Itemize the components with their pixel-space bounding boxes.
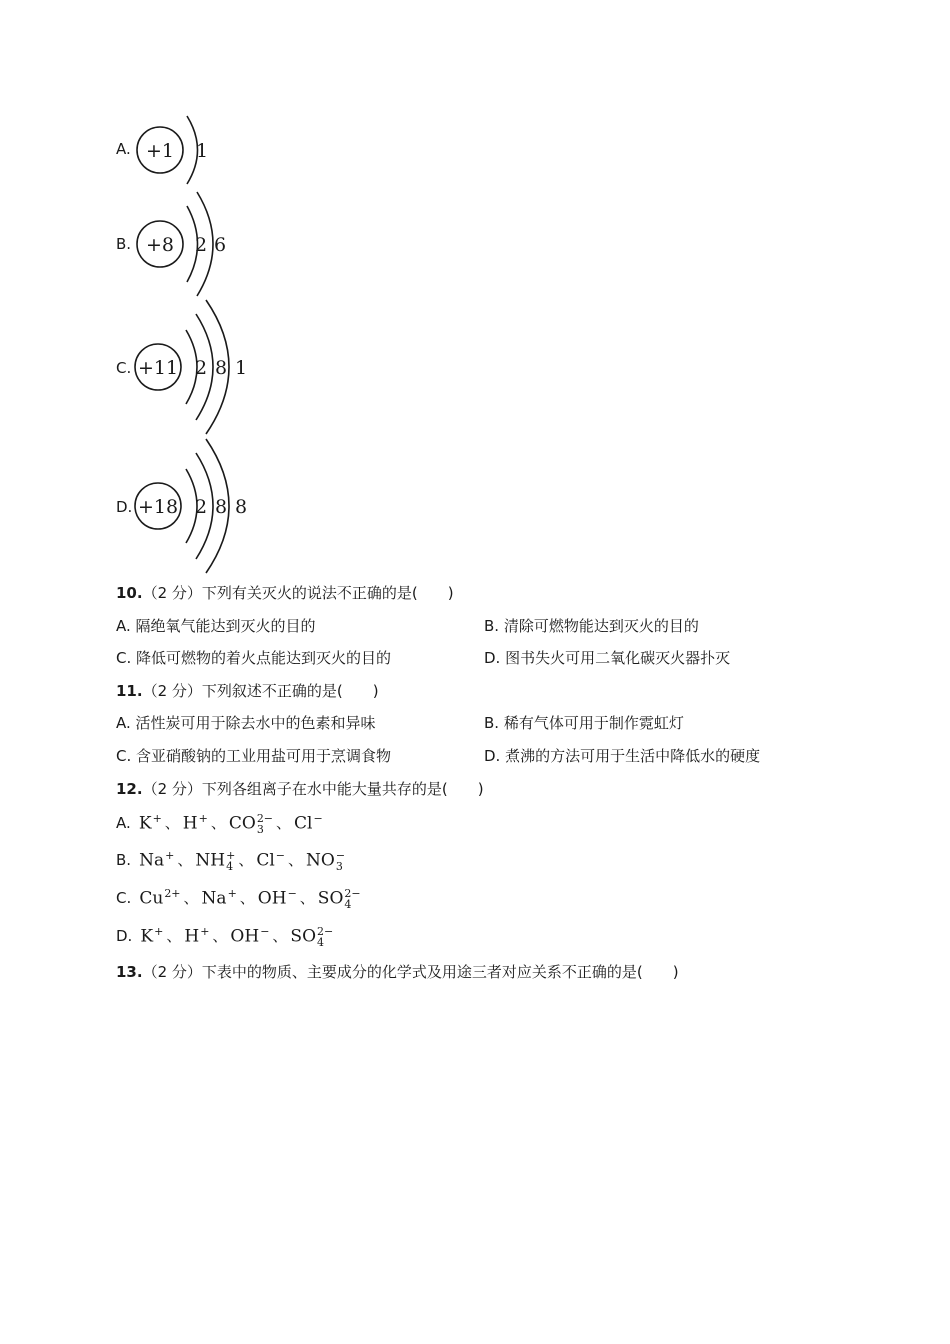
shell-electrons: 1: [234, 357, 248, 379]
ion-separator: 、: [239, 889, 255, 907]
question-number: 12.: [116, 780, 143, 798]
shell-electrons: 8: [214, 357, 228, 379]
shell-electrons: 1: [195, 140, 209, 162]
q12-option-c: [116, 887, 364, 910]
ion-separator: 、: [299, 889, 315, 907]
ion-formula: CO 2− 3: [228, 811, 274, 836]
question-score: （2 分）: [142, 584, 202, 602]
option-label-c: C.: [116, 359, 132, 377]
ion-separator: 、: [288, 851, 304, 869]
ion-formula: NO − 3: [306, 848, 346, 873]
ion-separator: 、: [272, 927, 288, 945]
question-text: 下列叙述不正确的是( ): [201, 682, 379, 700]
question-text: 下列有关灭火的说法不正确的是( ): [201, 584, 454, 602]
question-13-stem: [116, 961, 679, 982]
q12-option-d: [116, 925, 336, 948]
ion-separator: 、: [177, 851, 193, 869]
option-label-b: B.: [116, 235, 132, 253]
question-text: 下表中的物质、主要成分的化学式及用途三者对应关系不正确的是( ): [201, 963, 679, 981]
q11-option-b: B. 稀有气体可用于制作霓虹灯: [484, 714, 684, 732]
q11-option-d: D. 煮沸的方法可用于生活中降低水的硬度: [484, 747, 761, 765]
ion-formula: Cu 2+: [139, 886, 181, 908]
nucleus-charge: +8: [145, 234, 175, 256]
q12-option-a: [116, 812, 326, 835]
shell-electrons: 6: [213, 234, 227, 256]
atom-diagram-b: [130, 190, 250, 300]
ion-formula: Cl −: [294, 811, 323, 833]
ion-formula: NH + 4: [195, 848, 236, 873]
q10-option-a: A. 隔绝氧气能达到灭火的目的: [116, 617, 316, 635]
ion-separator: 、: [238, 851, 254, 869]
question-number: 10.: [116, 584, 143, 602]
question-score: （2 分）: [142, 682, 202, 700]
ion-list: [136, 811, 326, 836]
question-12-stem: [116, 778, 484, 799]
ion-formula: Na +: [201, 886, 237, 908]
atom-diagram-a: [130, 110, 250, 190]
ion-formula: SO 2− 4: [290, 924, 334, 949]
ion-formula: SO 2− 4: [317, 886, 361, 911]
ion-formula: K +: [140, 924, 164, 946]
ion-formula: OH −: [230, 924, 270, 946]
question-number: 13.: [116, 963, 143, 981]
atom-diagram-d: [130, 437, 260, 577]
option-label: B.: [116, 851, 132, 869]
ion-formula: Cl −: [256, 848, 286, 870]
nucleus-charge: +1: [145, 140, 175, 162]
q12-option-b: [116, 849, 348, 872]
ion-formula: OH −: [257, 886, 297, 908]
ion-separator: 、: [276, 814, 292, 832]
question-number: 11.: [116, 682, 143, 700]
option-label-a: A.: [116, 140, 131, 158]
question-score: （2 分）: [142, 780, 202, 798]
ion-separator: 、: [166, 927, 182, 945]
ion-formula: Na +: [139, 848, 175, 870]
option-label: C.: [116, 889, 132, 907]
shell-electrons: 8: [234, 496, 248, 518]
q10-option-d: D. 图书失火可用二氧化碳灭火器扑灭: [484, 649, 731, 667]
shell-electrons: 2: [194, 496, 208, 518]
q10-option-b: B. 清除可燃物能达到灭火的目的: [484, 617, 699, 635]
nucleus-charge: +18: [137, 496, 179, 518]
ion-formula: H +: [184, 924, 210, 946]
ion-list: [136, 886, 363, 911]
ion-list: [136, 848, 348, 873]
ion-separator: 、: [212, 927, 228, 945]
ion-list: [137, 924, 336, 949]
shell-electrons: 2: [194, 234, 208, 256]
atom-diagram-c: [130, 298, 260, 438]
q10-option-c: C. 降低可燃物的着火点能达到灭火的目的: [116, 649, 392, 667]
ion-separator: 、: [210, 814, 226, 832]
question-text: 下列各组离子在水中能大量共存的是( ): [201, 780, 484, 798]
question-11-stem: [116, 680, 379, 701]
ion-formula: K +: [138, 811, 162, 833]
ion-separator: 、: [164, 814, 180, 832]
q11-option-c: C. 含亚硝酸钠的工业用盐可用于烹调食物: [116, 747, 392, 765]
ion-separator: 、: [183, 889, 199, 907]
option-label-d: D.: [116, 498, 133, 516]
question-score: （2 分）: [142, 963, 202, 981]
ion-formula: H +: [182, 811, 208, 833]
shell-electrons: 2: [194, 357, 208, 379]
option-label: A.: [116, 814, 131, 832]
question-10-stem: [116, 582, 454, 603]
shell-electrons: 8: [214, 496, 228, 518]
nucleus-charge: +11: [137, 357, 179, 379]
q11-option-a: A. 活性炭可用于除去水中的色素和异味: [116, 714, 376, 732]
option-label: D.: [116, 927, 133, 945]
